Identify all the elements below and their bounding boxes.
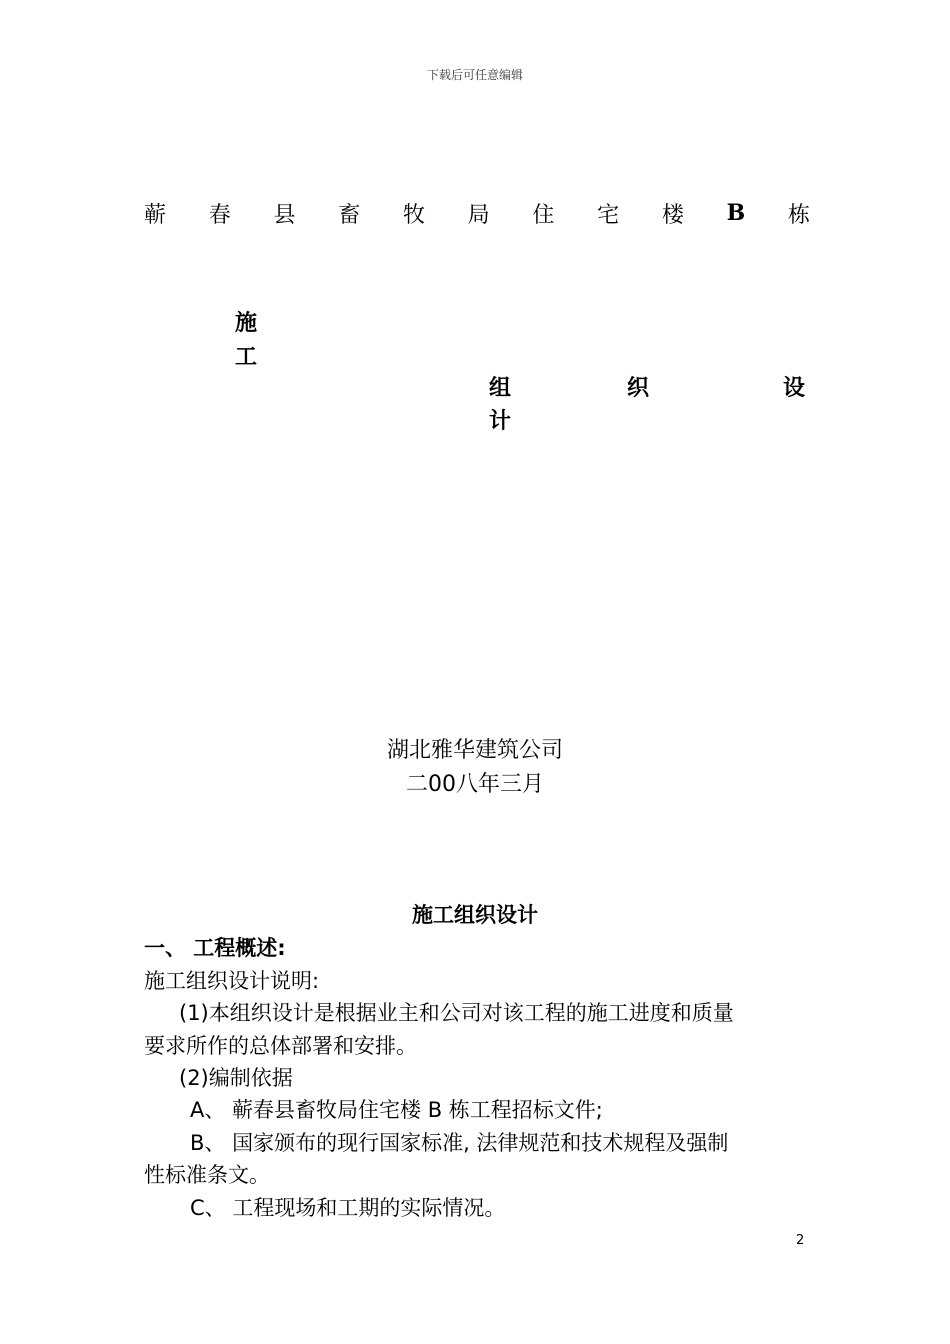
company-name: 湖北雅华建筑公司	[386, 738, 563, 763]
header-note: 下载后可任意编辑	[426, 68, 523, 82]
body-line: 性标准条文。	[144, 1163, 270, 1187]
title-char: 牧	[402, 202, 425, 228]
subtitle-char: 织	[627, 376, 650, 401]
title-char: 住	[532, 202, 555, 228]
heading-overview: 一、 工程概述:	[144, 936, 286, 960]
page-number: 2	[796, 1233, 805, 1248]
subtitle-char: 组	[489, 376, 512, 401]
title-char: 县	[273, 202, 296, 228]
body-line: 施工组织设计说明:	[144, 969, 320, 993]
section-title: 施工组织设计	[412, 903, 538, 927]
body-line: (2)编制依据	[179, 1066, 293, 1090]
body-line: B、 国家颁布的现行国家标准, 法律规范和技术规程及强制	[190, 1131, 729, 1155]
title-char: 蕲	[144, 202, 167, 228]
subtitle-char: 计	[489, 409, 512, 434]
body-line: A、 蕲春县畜牧局住宅楼 B 栋工程招标文件;	[190, 1098, 603, 1122]
title-char: 栋	[787, 202, 810, 228]
title-char: 楼	[661, 202, 684, 228]
cover-title	[144, 198, 810, 228]
subtitle-char: 工	[235, 345, 258, 370]
subtitle-char: 施	[235, 311, 258, 336]
title-char: 局	[467, 202, 490, 228]
body-line: C、 工程现场和工期的实际情况。	[190, 1196, 506, 1220]
title-char: 春	[208, 202, 231, 228]
body-line: (1)本组织设计是根据业主和公司对该工程的施工进度和质量	[179, 1001, 734, 1025]
cover-date: 二00八年三月	[406, 772, 544, 797]
subtitle-char: 设	[783, 376, 806, 401]
title-char: 宅	[597, 202, 620, 228]
title-char: B	[726, 200, 746, 226]
body-line: 要求所作的总体部署和安排。	[144, 1034, 417, 1058]
title-char: 畜	[338, 202, 361, 228]
